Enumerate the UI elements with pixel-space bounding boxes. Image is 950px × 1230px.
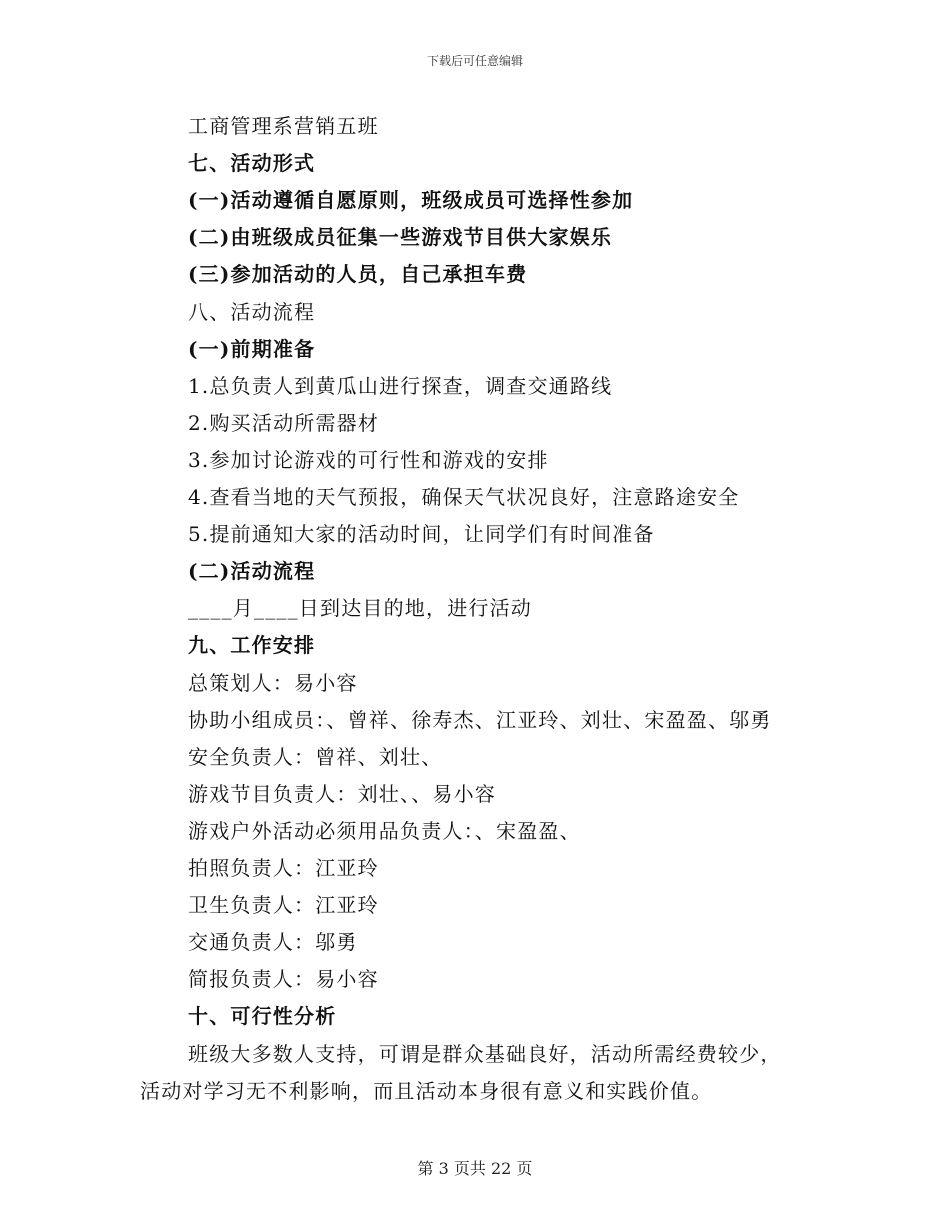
page-footer: 第 3 页共 22 页 bbox=[417, 1159, 533, 1178]
page-header: 下载后可任意编辑 bbox=[426, 54, 523, 68]
document-line: (三)参加活动的人员，自己承担车费 bbox=[188, 262, 528, 287]
document-line: 3.参加讨论游戏的可行性和游戏的安排 bbox=[188, 447, 549, 472]
document-line: (二)活动流程 bbox=[188, 559, 316, 584]
document-line: 工商管理系营销五班 bbox=[188, 114, 379, 138]
paragraph-line-1: 班级大多数人支持，可谓是群众基础良好，活动所需经费较少， bbox=[188, 1041, 782, 1066]
document-line: 九、工作安排 bbox=[188, 633, 316, 658]
document-line: 卫生负责人：江亚玲 bbox=[188, 893, 379, 918]
paragraph-line-2: 活动对学习无不利影响，而且活动本身很有意义和实践价值。 bbox=[140, 1078, 713, 1103]
document-line: 交通负责人：邬勇 bbox=[188, 930, 358, 955]
document-line: 1.总负责人到黄瓜山进行探查，调查交通路线 bbox=[188, 373, 613, 398]
document-line: (二)由班级成员征集一些游戏节目供大家娱乐 bbox=[188, 225, 613, 250]
document-line: 5.提前通知大家的活动时间，让同学们有时间准备 bbox=[188, 522, 655, 547]
document-line: (一)前期准备 bbox=[188, 336, 316, 361]
document-line: 总策划人：易小容 bbox=[188, 670, 358, 695]
document-line: 安全负责人：曾祥、刘壮、 bbox=[188, 744, 443, 769]
document-line: ____月____日到达目的地，进行活动 bbox=[188, 596, 532, 621]
document-line: 八、活动流程 bbox=[188, 299, 316, 324]
document-line: 游戏户外活动必须用品负责人：、宋盈盈、 bbox=[188, 818, 581, 843]
document-line: 4.查看当地的天气预报，确保天气状况良好，注意路途安全 bbox=[188, 485, 740, 509]
document-line: 2.购买活动所需器材 bbox=[188, 410, 380, 435]
document-line: 七、活动形式 bbox=[188, 151, 316, 176]
document-line: (一)活动遵循自愿原则，班级成员可选择性参加 bbox=[188, 188, 634, 213]
document-line: 游戏节目负责人：刘壮、、易小容 bbox=[188, 781, 496, 806]
document-line: 协助小组成员：、曾祥、徐寿杰、江亚玲、刘壮、宋盈盈、邬勇 bbox=[188, 707, 772, 732]
document-line: 拍照负责人：江亚玲 bbox=[188, 856, 379, 880]
document-line: 简报负责人：易小容 bbox=[188, 967, 379, 992]
document-line: 十、可行性分析 bbox=[188, 1004, 337, 1029]
